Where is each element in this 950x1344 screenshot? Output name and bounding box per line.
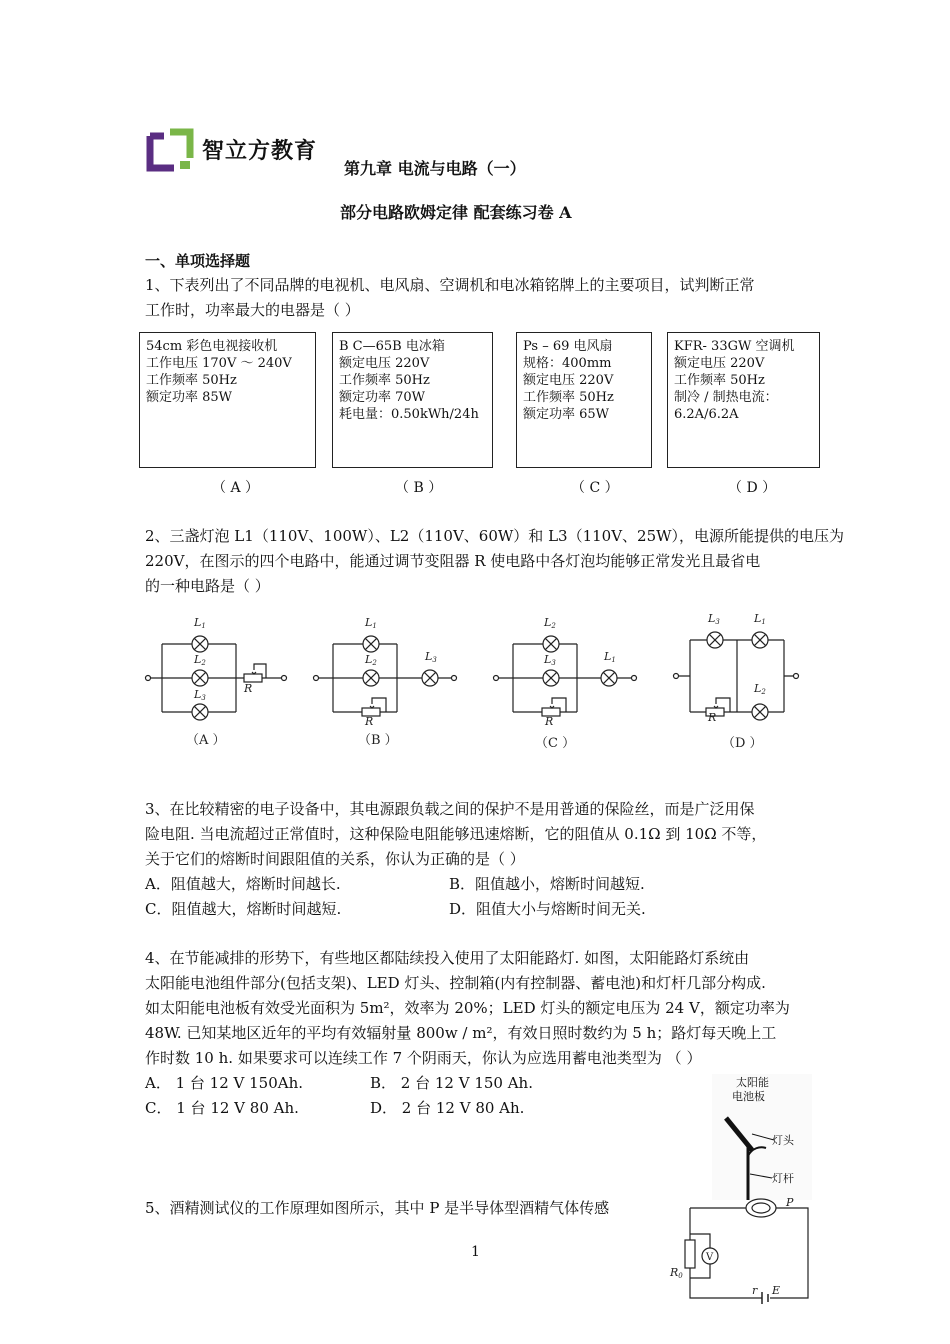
svg-text:L2: L2 [194,653,206,667]
svg-text:R: R [244,682,253,695]
caption-a: （ A ） [212,480,260,496]
svg-text:L3: L3 [194,688,206,702]
q5-line-1: 5、酒精测试仪的工作原理如图所示，其中 P 是半导体型酒精气体传感 [145,1199,610,1217]
svg-text:R: R [545,715,554,728]
q1-line-1: 1、下表列出了不同品牌的电视机、电风扇、空调机和电冰箱铭牌上的主要项目，试判断正常 [145,276,755,294]
q3-option-a: A．阻值越大，熔断时间越长. [145,875,341,893]
q4-line-1: 4、在节能减排的形势下，有些地区都陆续投入使用了太阳能路灯. 如图，太阳能路灯系统由 [145,949,750,967]
caption-d: （ D ） [728,480,777,496]
svg-text:（D ）: （D ） [722,736,763,751]
nameplate-b: B C—65B 电冰箱 额定电压 220V 工作频率 50Hz 额定功率 70W 耗电量：0.50kWh/24h [332,332,493,468]
nameplate-d: KFR- 33GW 空调机 额定电压 220V 工作频率 50Hz 制冷 / 制热电流： 6.2A/6.2A [667,332,820,468]
svg-text:V: V [706,1252,714,1263]
q3-option-b: B．阻值越小，熔断时间越短. [449,875,645,893]
page-number: 1 [471,1244,480,1260]
q4-option-d: D． 2 台 12 V 80 Ah. [370,1099,525,1117]
svg-text:L2: L2 [754,682,766,696]
chapter-title: 第九章 电流与电路（一） [344,159,526,178]
svg-text:灯头: 灯头 [772,1134,794,1147]
nameplate-c: Ps – 69 电风扇 规格：400mm 额定电压 220V 工作频率 50Hz 额定功率 65W [516,332,652,468]
q4-line-4: 48W. 已知某地区近年的平均有效辐射量 800w / m²，有效日照时数约为 5 h；路灯每天晚上工 [145,1024,777,1042]
svg-text:L1: L1 [194,616,206,630]
q4-option-a: A． 1 台 12 V 150Ah. [145,1074,304,1092]
svg-text:L1: L1 [604,650,616,664]
svg-text:R0: R0 [670,1266,683,1280]
circuit-diagrams [140,608,820,758]
solar-streetlight-figure [712,1074,812,1200]
logo-text: 智立方教育 [202,139,318,164]
q4-line-2: 太阳能电池组件部分(包括支架)、LED 灯头、控制箱(内有控制器、蓄电池)和灯杆几部分构成. [145,974,766,992]
svg-text:R: R [365,715,374,728]
alcohol-tester-circuit [668,1196,818,1308]
svg-text:电池板: 电池板 [732,1090,765,1103]
q2-line-1: 2、三盏灯泡 L1（110V、100W）、L2（110V、60W）和 L3（110V、25W），电源所能提供的电压为 [145,527,845,545]
subtitle: 部分电路欧姆定律 配套练习卷 A [340,203,572,222]
q3-option-c: C．阻值越大，熔断时间越短. [145,900,342,918]
caption-c: （ C ） [571,480,619,496]
q3-line-1: 3、在比较精密的电子设备中，其电源跟负载之间的保护不是用普通的保险丝，而是广泛用保 [145,800,755,818]
q4-option-c: C． 1 台 12 V 80 Ah. [145,1099,299,1117]
svg-text:L3: L3 [708,612,720,626]
q2-line-3: 的一种电路是（ ） [145,577,270,595]
svg-text:（C ）: （C ） [535,736,576,751]
q4-line-5: 作时数 10 h. 如果要求可以连续工作 7 个阴雨天，你认为应选用蓄电池类型为 （ ） [145,1049,702,1067]
q4-line-3: 如太阳能电池板有效受光面积为 5m²，效率为 20%；LED 灯头的额定电压为 24 V，额定功率为 [145,999,790,1017]
q3-line-3: 关于它们的熔断时间跟阻值的关系，你认为正确的是（ ） [145,850,525,868]
svg-text:L3: L3 [425,650,437,664]
nameplate-a: 54cm 彩色电视接收机 工作电压 170V ～ 240V 工作频率 50Hz 额定功率 85W [139,332,316,468]
q1-line-2: 工作时，功率最大的电器是（ ） [145,301,360,319]
q3-line-2: 险电阻. 当电流超过正常值时，这种保险电阻能够迅速熔断，它的阻值从 0.1Ω 到 10Ω 不等， [145,825,767,843]
logo [146,128,326,172]
q3-option-d: D．阻值大小与熔断时间无关. [449,900,646,918]
svg-text:L2: L2 [365,653,377,667]
q4-option-b: B． 2 台 12 V 150 Ah. [370,1074,533,1092]
caption-b: （ B ） [395,480,443,496]
q2-line-2: 220V，在图示的四个电路中，能通过调节变阻器 R 使电路中各灯泡均能够正常发光且最省电 [145,552,761,570]
svg-text:太阳能: 太阳能 [736,1076,769,1089]
svg-text:L1: L1 [754,612,766,626]
svg-text:L3: L3 [544,653,556,667]
svg-text:r: r [752,1284,758,1297]
section-heading: 一、单项选择题 [145,252,251,270]
svg-text:E: E [772,1284,781,1297]
svg-text:灯杆: 灯杆 [772,1172,794,1185]
svg-text:L1: L1 [365,616,377,630]
logo-mark-icon [146,128,194,172]
svg-text:R: R [708,711,717,724]
svg-text:（A ）: （A ） [186,733,226,748]
svg-text:L2: L2 [544,616,556,630]
svg-text:P: P [786,1196,794,1209]
svg-text:（B ）: （B ） [358,733,398,748]
